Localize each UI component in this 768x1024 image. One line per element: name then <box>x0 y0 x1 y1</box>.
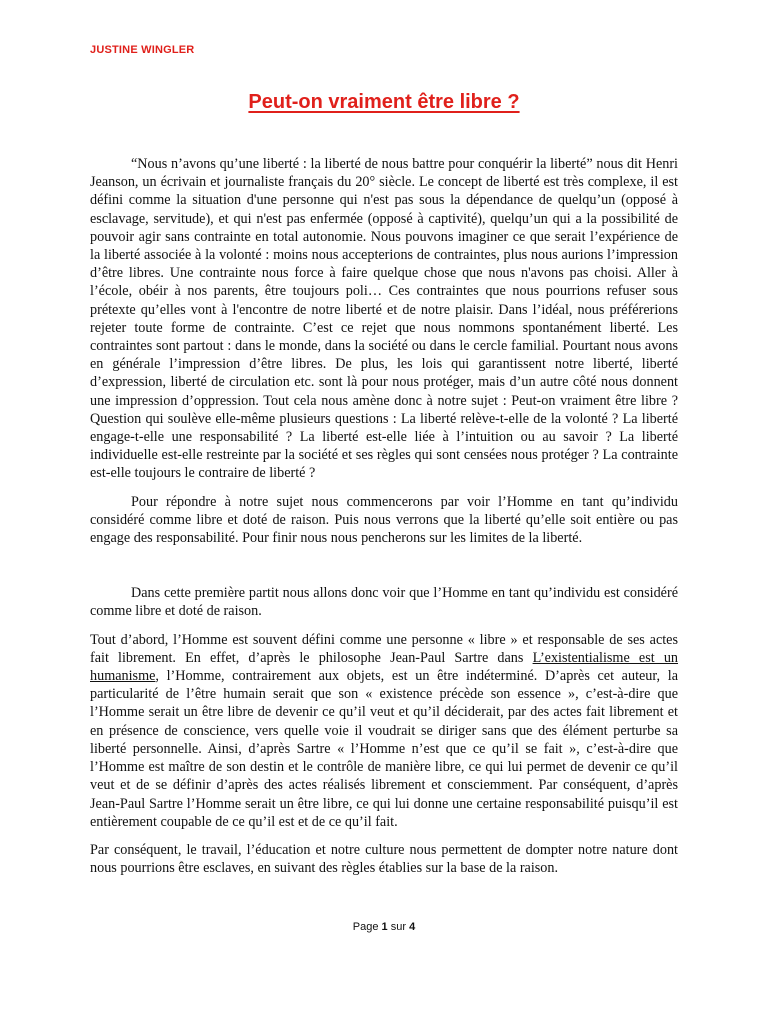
paragraph-conclusion: Par conséquent, le travail, l’éducation et notre culture nous permettent de dompter notre nature dont nous pourrions être esclaves, en suivant des règles établies sur la base de la raison. <box>90 841 678 877</box>
paragraph-introduction: “Nous n’avons qu’une liberté : la liberté de nous battre pour conquérir la liberté” nous dit Henri Jeanson, un écrivain et journaliste français du 20° siècle. Le concept de liberté est très complexe, il est défini comme la situation d'une personne qui n'est pas sous la dépendance de quelqu’un (opposé à esclavage, servitude), et qui n'est pas enfermée (opposé à captivité), quelqu’un qui a la possibilité de pouvoir agir sans contrainte en total autonomie. Nous pouvons imaginer ce que serait l’expérience de la liberté associée à la volonté : moins nous accepterions de contraintes, plus nous aurions l’impression d’être libres. Une contrainte nous force à faire quelque chose que nous n'avons pas choisi. Aller à l’école, obéir à nos parents, être toujours poli… Ces contraintes que nous pourrions refuser sous prétexte qu’elles vont à l'encontre de notre liberté et de notre plaisir. Dans l’idéal, nous préférerions rejeter toute forme de contrainte. C’est ce rejet que nous nommons spontanément liberté. Les contraintes sont partout : dans le monde, dans la société ou dans le cercle familial. Pourtant nous avons en générale l’impression d’être libres. De plus, les lois qui garantissent notre liberté, liberté d’expression, liberté de circulation etc. sont là pour nous protéger, mais d’un autre côté nous donnent une impression d’oppression. Tout cela nous amène donc à notre sujet : Peut-on vraiment être libre ? Question qui soulève elle-même plusieurs questions : La liberté relève-t-elle de la volonté ? La liberté engage-t-elle une responsabilité ? La liberté est-elle liée à l’intuition ou au savoir ? La liberté individuelle est-elle restreinte par la société et ses règles qui sont censées nous protéger ? La contrainte est-elle toujours le contraire de liberté ? <box>90 156 678 482</box>
paragraph-part-one-intro: Dans cette première partit nous allons donc voir que l’Homme en tant qu’individu est considéré comme libre et doté de raison. <box>90 585 678 620</box>
paragraph-plan: Pour répondre à notre sujet nous commencerons par voir l’Homme en tant qu’individu considéré comme libre et doté de raison. Puis nous verrons que la liberté qu’elle soit entière ou pas engage des responsabilité. Pour finir nous nous pencherons sur les limites de la liberté. <box>90 493 678 547</box>
page-word: Page <box>352 921 379 933</box>
section-gap <box>90 557 678 584</box>
page-number: 1 <box>381 921 388 933</box>
book-title: L’existentialisme est un humanisme <box>90 649 679 685</box>
page-footer <box>0 921 768 933</box>
document-author: JUSTINE WINGLER <box>90 44 195 56</box>
total-pages: 4 <box>409 921 416 933</box>
document-title: Peut-on vraiment être libre ? <box>248 91 520 113</box>
document-body <box>90 155 678 887</box>
paragraph-sartre <box>90 631 678 831</box>
of-word: sur <box>390 921 407 933</box>
sartre-text-after: , l’Homme, contrairement aux objets, est un être indéterminé. D’après cet auteur, la particularité de l’être humain serait que son « existence précède son essence », c’est-à-dire que l’Homme serait un être libre de devenir ce qu’il veut et qu’il déciderait, par des actes fait librement et en présence de conscience, vers quelle voie il voudrait se diriger sans que des élément perturbe sa liberté personnelle. Ainsi, d’après Sartre « l’Homme n’est que ce qu’il se fait », c’est-à-dire que l’Homme est maître de son destin et le contrôle de manière libre, ce qui lui permet de devenir ce qu’il veut et de se définir d’après des actes réalisés librement et consciemment. Par conséquent, d’après Jean-Paul Sartre l’Homme serait un être libre, ce qui lui donne une certaine responsabilité puisqu’il est entièrement coupable de ce qu’il est et de ce qu’il fait. <box>90 668 678 830</box>
sartre-text-before: Tout d’abord, l’Homme est souvent défini comme une personne « libre » et responsable de ses actes fait librement. En effet, d’après le philosophe Jean-Paul Sartre dans <box>90 631 678 666</box>
